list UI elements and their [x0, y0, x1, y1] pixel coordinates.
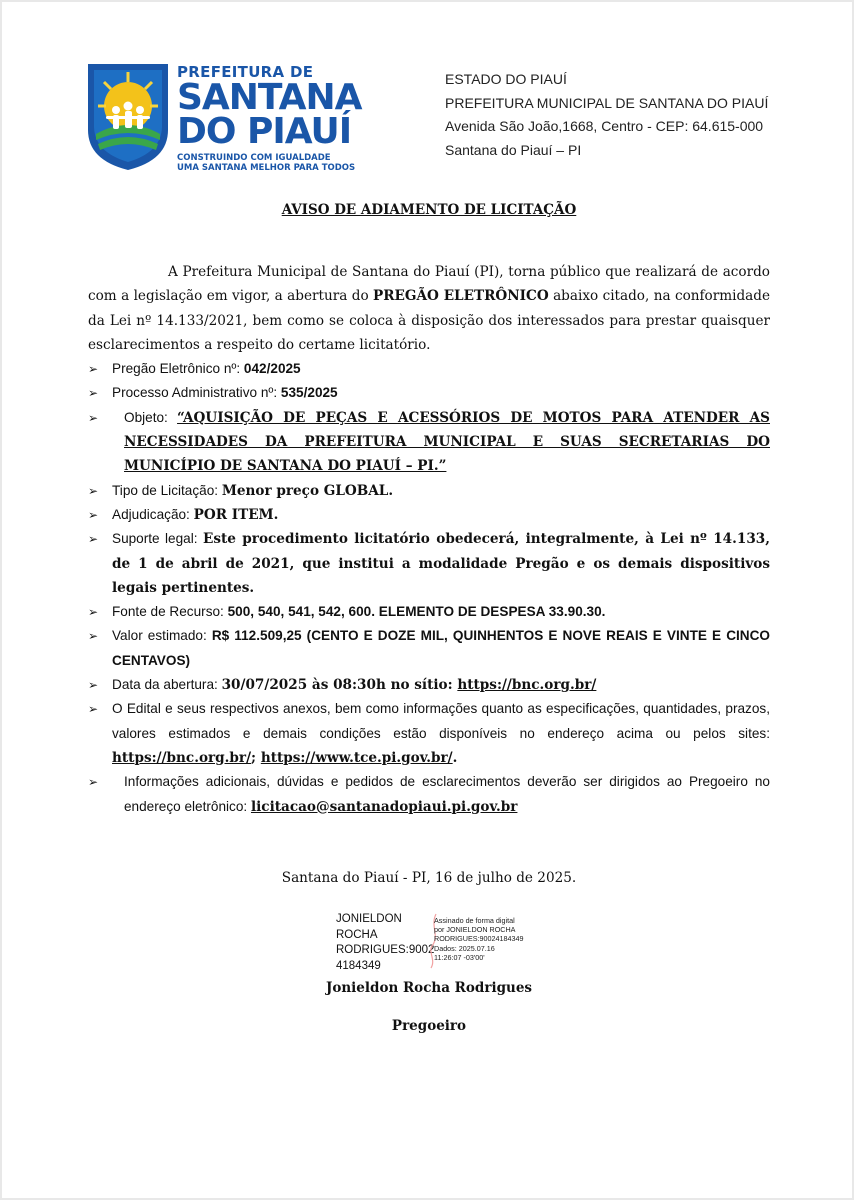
edital-end: . [452, 749, 458, 766]
edital-link-bnc[interactable]: https://bnc.org.br/ [112, 749, 252, 766]
edital-separator: ; [251, 749, 261, 766]
logo-text [177, 64, 402, 173]
list-item-data [88, 673, 770, 697]
processo-value: 535/2025 [280, 385, 338, 401]
pregao-label: Pregão Eletrônico nº: [112, 361, 244, 377]
edital-text: O Edital e seus respectivos anexos, bem como informações quanto as especificações, quantidades, prazos, valores estimados e demais condições estão disponíveis no endereço acima ou pelos sites: [112, 701, 770, 741]
objeto-value: “AQUISIÇÃO DE PEÇAS E ACESSÓRIOS DE MOTOS PARA ATENDER AS NECESSIDADES DA PREFEITURA MUNICIPAL E SUAS SECRETARIAS DO MUNICÍPIO DE SANTANA DO PIAUÍ – PI.” [124, 409, 770, 475]
logo-line-do-piaui: DO PIAUÍ [177, 111, 352, 152]
valor-label: Valor estimado: [112, 628, 212, 644]
data-value: 30/07/2025 às 08:30h no sítio: [221, 677, 458, 694]
intro-bold: PREGÃO ELETRÔNICO [373, 288, 549, 305]
pregao-value: 042/2025 [243, 361, 301, 377]
header-info [445, 68, 768, 162]
document-body [88, 260, 770, 819]
email-link[interactable]: licitacao@santanadopiaui.pi.gov.br [250, 798, 518, 815]
logo-slogan-1: CONSTRUINDO COM IGUALDADE [177, 153, 331, 163]
fonte-label: Fonte de Recurso: [112, 604, 228, 620]
signature-detail-1: Assinado de forma digital [434, 916, 515, 925]
logo-line-prefeitura: PREFEITURA DE [177, 63, 314, 81]
document-title: AVISO DE ADIAMENTO DE LICITAÇÃO [281, 202, 577, 218]
logo-line-santana: SANTANA [177, 77, 362, 118]
list-item-fonte [88, 600, 770, 624]
intro-text-1: A Prefeitura Municipal de Santana do Piauí (PI), torna público que realizará de acordo com a legislação em vigor, a abertura do [88, 264, 770, 305]
list-item-tipo [88, 479, 770, 503]
valor-value: R$ 112.509,25 (CENTO E DOZE MIL, QUINHENTOS E NOVE REAIS E VINTE E CINCO CENTAVOS) [112, 628, 770, 668]
header-prefeitura: PREFEITURA MUNICIPAL DE SANTANA DO PIAUÍ [445, 94, 769, 111]
signature-name-line-3: RODRIGUES:9002 [336, 944, 435, 956]
date-place: Santana do Piauí - PI, 16 de julho de 2025. [281, 870, 577, 886]
info-text: Informações adicionais, dúvidas e pedidos de esclarecimentos deverão ser dirigidos ao Pregoeiro no endereço eletrônico: [124, 774, 770, 814]
adjudicacao-value: POR ITEM. [193, 506, 279, 523]
signature-detail-5: 11:26:07 -03'00' [434, 952, 485, 962]
processo-label: Processo Administrativo nº: [112, 385, 281, 401]
edital-link-tce[interactable]: https://www.tce.pi.gov.br/ [260, 749, 453, 766]
list-item-valor [88, 624, 770, 673]
municipality-logo [84, 60, 402, 174]
logo-slogan-2: UMA SANTANA MELHOR PARA TODOS [177, 163, 356, 173]
signature-detail-3: RODRIGUES:90024184349 [434, 934, 524, 944]
list-item-edital [88, 697, 770, 770]
signature-detail-2: por JONIELDON ROCHA [434, 925, 516, 935]
tipo-label: Tipo de Licitação: [112, 482, 222, 498]
data-label: Data da abertura: [112, 677, 222, 693]
list-item-processo [88, 381, 770, 405]
bnc-link[interactable]: https://bnc.org.br/ [457, 677, 597, 694]
suporte-value: Este procedimento licitatório obedecerá, integralmente, à Lei nº 14.133, de 1 de abril de 2021, que institui a modalidade Pregão e os demais dispositivos legais pertinentes. [112, 531, 770, 596]
signature-name-line-2: ROCHA [336, 928, 378, 941]
list-item-info [88, 770, 770, 819]
digital-signature [336, 912, 536, 972]
header-address: Avenida São João,1668, Centro - CEP: 64.615-000 [445, 118, 764, 134]
signer-name: Jonieldon Rocha Rodrigues [325, 980, 533, 996]
intro-paragraph [88, 260, 770, 357]
fonte-value: 500, 540, 541, 542, 600. ELEMENTO DE DESPESA 33.90.30. [227, 604, 606, 620]
signature-name-line-4: 4184349 [336, 959, 381, 972]
list-item-suporte [88, 527, 770, 600]
signer-role: Pregoeiro [391, 1018, 467, 1034]
list-item-pregao [88, 357, 770, 381]
header-state: ESTADO DO PIAUÍ [445, 71, 567, 87]
list-item-adjudicacao [88, 503, 770, 527]
shield-emblem-icon [84, 60, 172, 172]
adjudicacao-label: Adjudicação: [112, 506, 194, 522]
list-item-objeto [88, 406, 770, 479]
tipo-value: Menor preço GLOBAL. [221, 482, 394, 499]
signature-detail-4: Dados: 2025.07.16 [434, 943, 495, 953]
objeto-label: Objeto: [124, 409, 178, 425]
suporte-label: Suporte legal: [112, 531, 203, 547]
signature-details [434, 916, 524, 962]
signature-name-line-1: JONIELDON [336, 913, 402, 925]
signature-name-block [336, 912, 434, 974]
intro-text-2: abaixo citado, na conformidade da Lei nº 14.133/2021, bem como se coloca à disposição dos interessados para prestar quaisquer esclarecimentos a respeito do certame licitatório. [88, 288, 771, 353]
header-city: Santana do Piauí – PI [445, 141, 582, 158]
